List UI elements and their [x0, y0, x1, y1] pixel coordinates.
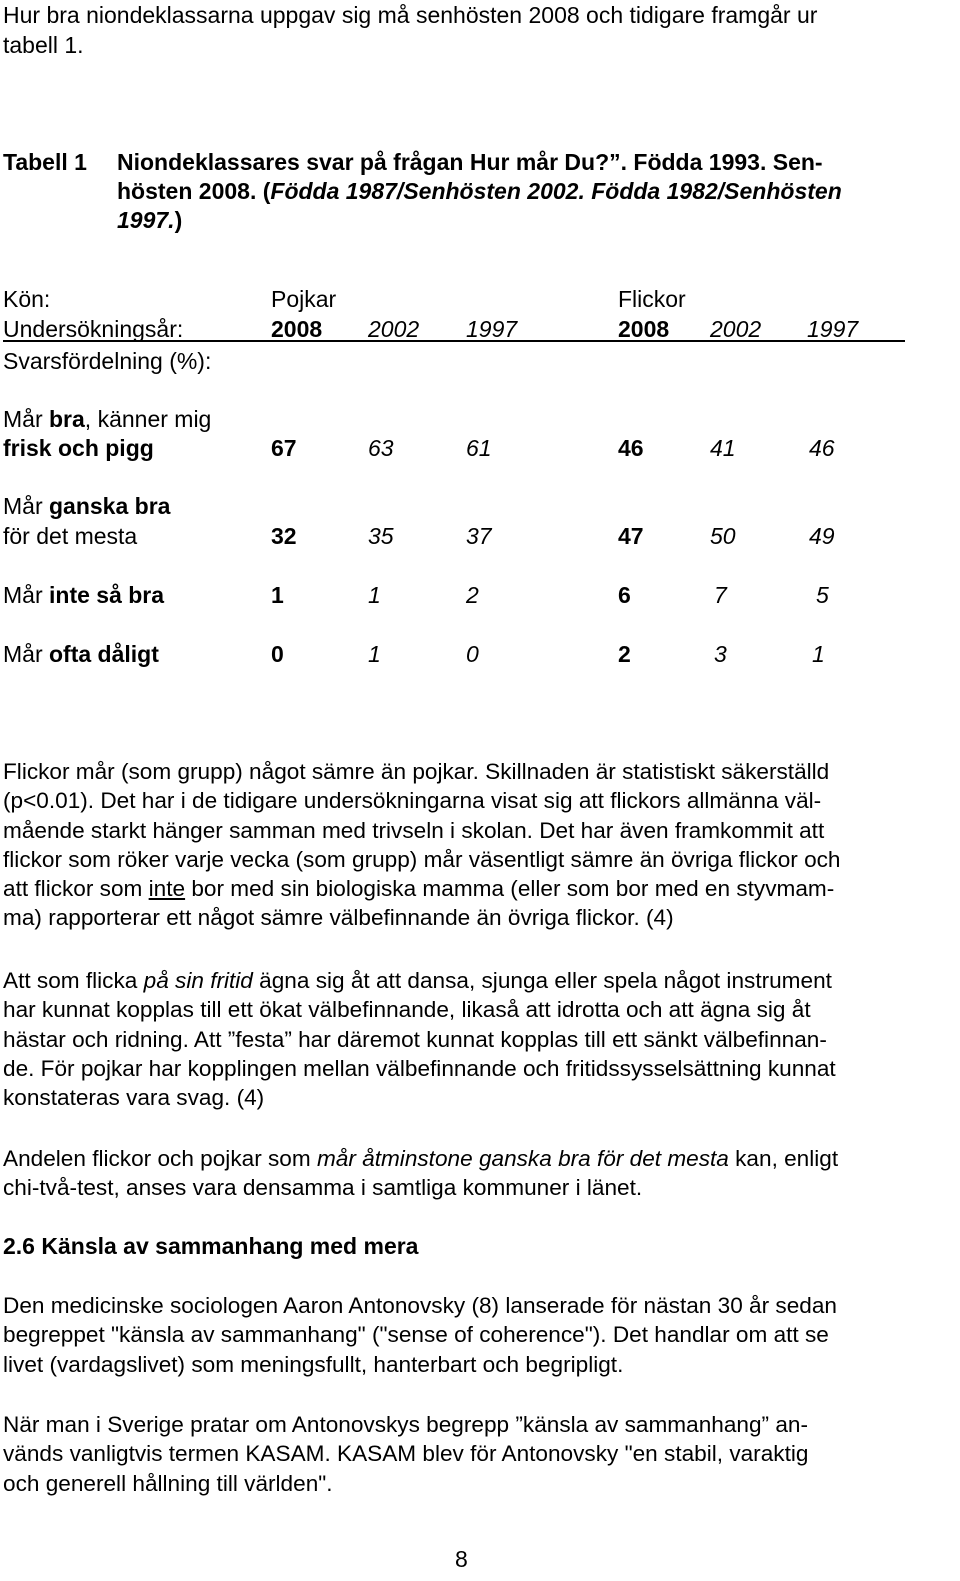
row-3-value: 2 [466, 582, 479, 608]
paragraph-2 [3, 966, 953, 1112]
row-3-value: 6 [618, 582, 631, 608]
text-line: mående starkt hänger samman med trivseln i skolan. Det har även framkommit att [3, 817, 825, 843]
row-2-value: 37 [466, 523, 492, 549]
row-1-value: 41 [710, 435, 736, 461]
text-line: att flickor som inte bor med sin biologiska mamma (eller som bor med en styvmam- [3, 876, 835, 902]
text-line: hästar och ridning. Att ”festa” har däremot kunnat kopplas till ett sänkt välbefinnan- [3, 1026, 827, 1052]
row-2-value: 35 [368, 523, 394, 549]
row-2-label-line-1: Mår ganska bra [3, 493, 171, 519]
text-line: har kunnat kopplas till ett ökat välbefinnande, likaså att idrotta och att ägna sig åt [3, 997, 811, 1023]
row-1-label-line-1: Mår bra, känner mig [3, 406, 212, 432]
row-3-value: 7 [714, 582, 727, 608]
year-girls-2008: 2008 [618, 316, 670, 342]
row-1-value: 46 [809, 435, 835, 461]
section-heading: 2.6 Känsla av sammanhang med mera [3, 1233, 419, 1259]
text-line: vänds vanligtvis termen KASAM. KASAM blev för Antonovsky "en stabil, varaktig [3, 1441, 809, 1467]
text-line: Flickor mår (som grupp) något sämre än pojkar. Skillnaden är statistiskt säkerställd [3, 759, 830, 784]
row-2-value: 32 [271, 523, 297, 549]
table-caption-label: Tabell 1 [3, 149, 87, 175]
text-line: chi-två-test, anses vara densamma i samtliga kommuner i länet. [3, 1175, 643, 1201]
paragraph-1 [3, 757, 953, 933]
row-1-value: 61 [466, 435, 492, 461]
text-line: begreppet "känsla av sammanhang" ("sense of coherence"). Det handlar om att se [3, 1322, 829, 1348]
row-3-value: 1 [271, 582, 284, 608]
text-line: Att som flicka på sin fritid ägna sig åt att dansa, sjunga eller spela något instrument [3, 968, 832, 993]
year-boys-2008: 2008 [271, 316, 323, 342]
group-boys: Pojkar [271, 286, 337, 312]
text-line: (p<0.01). Det har i de tidigare undersökningarna visat sig att flickors allmänna väl- [3, 788, 822, 814]
row-1-value: 46 [618, 435, 644, 461]
caption-italic-part: Födda 1987/Senhösten 2002. Födda 1982/Senhösten [270, 178, 842, 204]
text-line: och generell hållning till världen". [3, 1470, 333, 1496]
row-4-label: Mår ofta dåligt [3, 641, 159, 667]
row-3-label: Mår inte så bra [3, 582, 165, 608]
row-4-value: 2 [618, 641, 631, 667]
row-3-value: 5 [816, 582, 829, 608]
row-2-value: 49 [809, 523, 835, 549]
year-girls-2002: 2002 [710, 316, 762, 342]
row-2-label-line-2: för det mesta [3, 523, 138, 549]
row-1-value: 63 [368, 435, 394, 461]
row-4-value: 1 [368, 641, 381, 667]
row-1-value: 67 [271, 435, 297, 461]
text-line: livet (vardagslivet) som meningsfullt, hanterbart och begripligt. [3, 1351, 624, 1377]
row-2-value: 50 [710, 523, 736, 549]
year-girls-1997: 1997 [807, 316, 859, 342]
table-caption-line-3 [117, 205, 182, 235]
text-line: Den medicinske sociologen Aaron Antonovsky (8) lanserade för nästan 30 år sedan [3, 1293, 837, 1318]
text-line: de. För pojkar har kopplingen mellan välbefinnande och fritidssysselsättning kunnat [3, 1055, 836, 1081]
row-4-value: 0 [466, 641, 479, 667]
table-caption-line-1: Niondeklassares svar på frågan Hur mår Du?”. Födda 1993. Sen- [117, 149, 823, 175]
year-boys-1997: 1997 [466, 316, 518, 342]
row-4-value: 3 [714, 641, 727, 667]
paragraph-4 [3, 1291, 953, 1379]
text-line: flickor som röker varje vecka (som grupp) mår väsentligt sämre än övriga flickor och [3, 846, 841, 872]
caption-bold-part: hösten 2008. ( [117, 178, 271, 204]
gender-label: Kön: [3, 286, 51, 312]
header-underline [3, 340, 905, 342]
row-1-label-line-2: frisk och pigg [3, 435, 154, 461]
paragraph-3 [3, 1144, 953, 1203]
row-2-value: 47 [618, 523, 644, 549]
intro-line-1: Hur bra niondeklassarna uppgav sig må senhösten 2008 och tidigare framgår ur [3, 2, 818, 28]
intro-line-2: tabell 1. [3, 32, 84, 58]
caption-italic-year: 1997. [117, 207, 175, 233]
paragraph-5 [3, 1410, 953, 1498]
text-line: När man i Sverige pratar om Antonovskys begrepp ”känsla av sammanhang” an- [3, 1412, 808, 1437]
text-line: ma) rapporterar ett något sämre välbefinnande än övriga flickor. (4) [3, 905, 674, 931]
row-4-value: 0 [271, 641, 284, 667]
group-girls: Flickor [618, 286, 686, 312]
caption-close: ) [174, 207, 183, 233]
text-line: Andelen flickor och pojkar som mår åtminstone ganska bra för det mesta kan, enligt [3, 1146, 839, 1171]
year-label: Undersökningsår: [3, 316, 184, 342]
page-number: 8 [455, 1546, 468, 1572]
table-caption-line-2 [117, 176, 842, 206]
row-4-value: 1 [812, 641, 825, 667]
year-boys-2002: 2002 [368, 316, 420, 342]
distribution-label: Svarsfördelning (%): [3, 348, 212, 374]
text-line: konstateras vara svag. (4) [3, 1085, 265, 1111]
row-3-value: 1 [368, 582, 381, 608]
